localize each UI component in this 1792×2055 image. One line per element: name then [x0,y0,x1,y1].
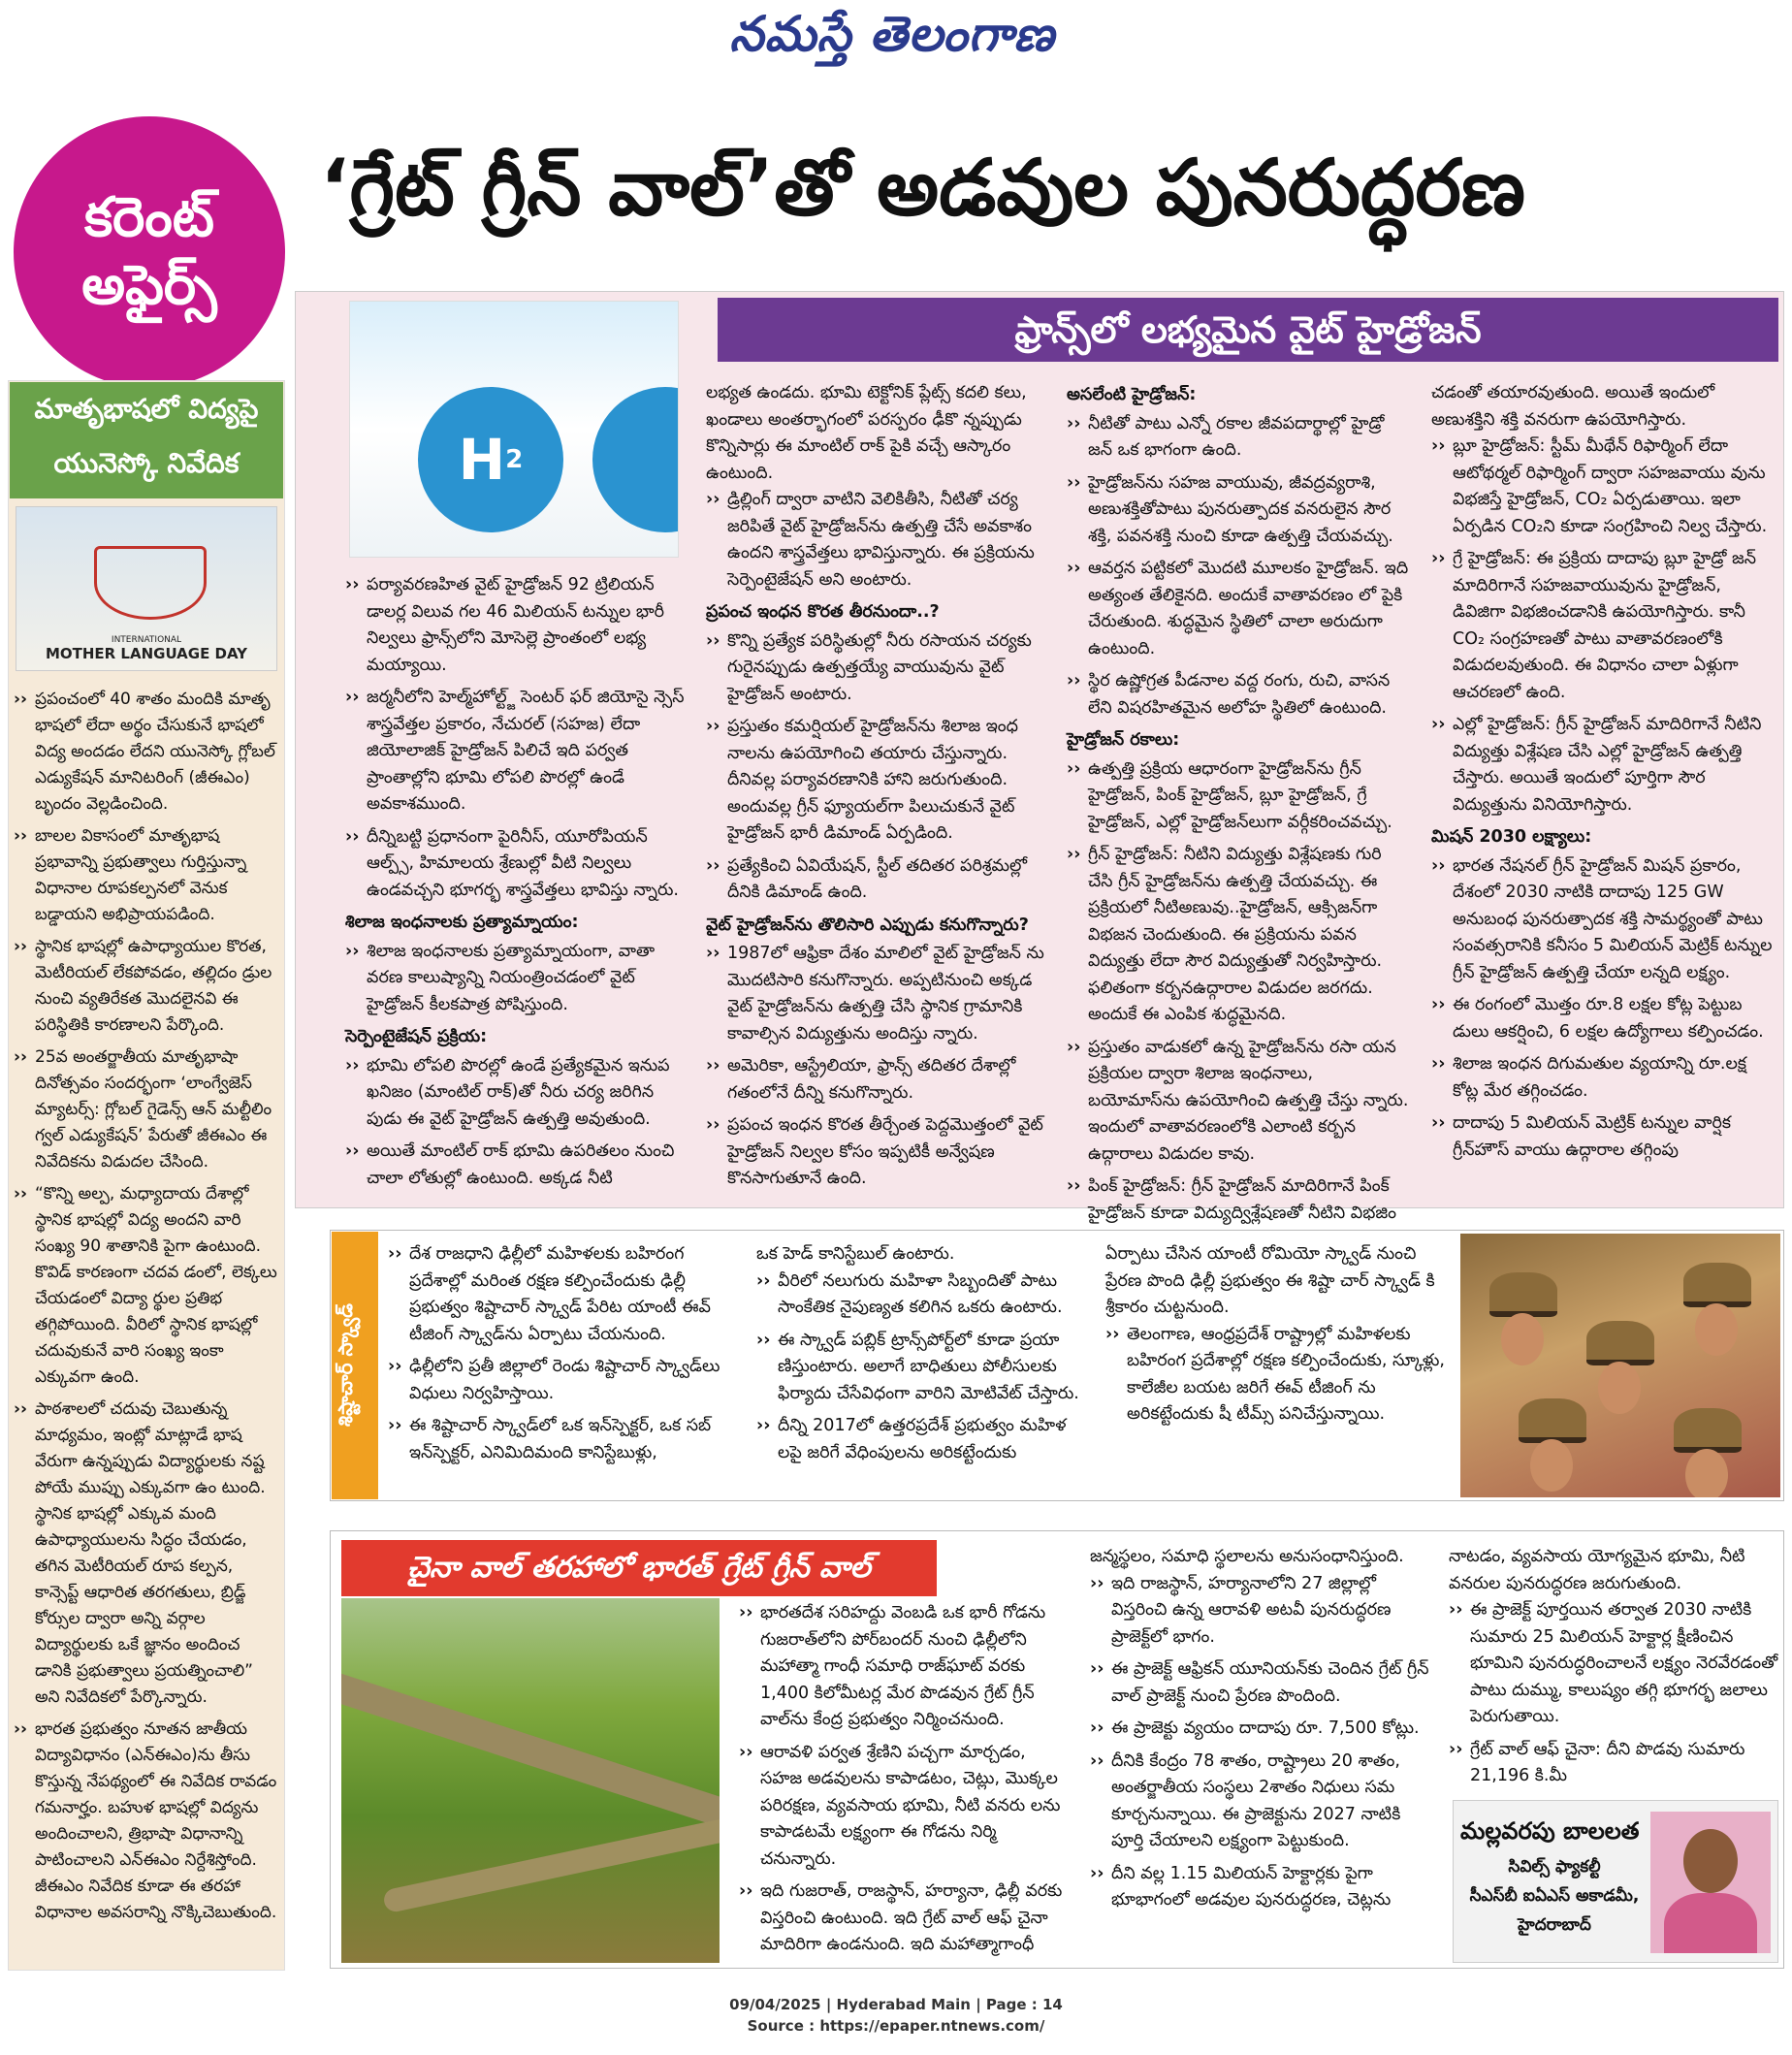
author-body-shape [1664,1893,1757,1953]
sidebar-bullet: ›› “కొన్ని అల్ప, మధ్యాదాయ దేశాల్లో స్థానిక భాషల్లో విద్య అందని వారి సంఖ్య 90 శాతానికి పైగా ఉంటుంది. కొవిడ్ కారణంగా చదవ డంలో, లెక్కలు చేయడంలో విద్యా ర్థుల ప్రతిభ తగ్గిపోయింది. వీరిలో స్థానిక భాషల్లో చదువుకునే వారి సంఖ్య ఇంకా ఎక్కువగా ఉంది. [14,1181,279,1391]
greenwall-bullet: ›› దీనికి కేంద్రం 78 శాతం, రాష్ట్రాలు 20 శాతం, అంతర్జాతీయ సంస్థలు 2శాతం నిధులు సమ కూర్చనున్నాయి. ఈ ప్రాజెక్టును 2027 నాటికి పూర్తి చేయాలని లక్ష్యంగా పెట్టుకుంది. [1090,1749,1429,1855]
page-headline: ‘గ్రేట్ గ్రీన్ వాల్’తో అడవుల పునరుద్ధరణ [320,143,1525,233]
masthead-logo: నమస్తే తెలంగాణ [729,6,1055,62]
face-shape [1695,1303,1738,1356]
greenwall-column-2 [1090,1544,1429,1920]
hydrogen-bullet: ›› కొన్ని ప్రత్యేక పరిస్థితుల్లో నీరు రసాయన చర్యకు గురైనప్పుడు ఉత్పత్తయ్యే వాయువును వైట్ హైడ్రోజన్ అంటారు. [706,628,1049,709]
sidebar-title-line-2: యునెస్కో నివేదిక [53,447,240,479]
footer-dateline: 09/04/2025 | Hyderabad Main | Page : 14 [729,1996,1063,2013]
paragraph: లభ్యత ఉండదు. భూమి టెక్టోనిక్ ప్లేట్స్ కదలి కలు, ఖండాలు అంతర్భాగంలో పరస్పరం ఢీకొ న్నప్పుడు కొన్నిసార్లు ఈ మాంటిల్ రాక్ పైకి వచ్చే ఆస్కారం ఉంటుంది. [706,383,1027,483]
hydrogen-bullet: ›› గ్రీన్ హైడ్రోజన్: నీటిని విద్యుత్తు విశ్లేషణకు గురి చేసి గ్రీన్ హైడ్రోజన్‌ను ఉత్పత్తి చేయవచ్చు. ఈ ప్రక్రియలో నీటిఅణువు..హైడ్రోజన్, ఆక్సిజన్‌గా విభజన చెందుతుంది. ఈ ప్రక్రియను పవన విద్యుత్తు లేదా సౌర విద్యుత్తుతో నిర్వహిస్తారు. ఫలితంగా కర్బనఉద్గారాల విడుదల జరగదు. అందుకే ఈ ఎంపిక శుద్ధమైనది. [1067,842,1410,1029]
greenwall-bullet: ›› ఆరావళి పర్వత శ్రేణిని పచ్చగా మార్చడం, సహజ అడవులను కాపాడటం, చెట్లు, మొక్కల పరిరక్షణ, వ్యవసాయ భూమి, నీటి వనరు లను కాపాడటమే లక్ష్యంగా ఈ గోడను నిర్మి చనున్నారు. [739,1740,1065,1874]
footer-source: Source : https://epaper.ntnews.com/ [747,2017,1045,2035]
hydrogen-bullet: ›› గ్రే హైడ్రోజన్: ఈ ప్రక్రియ దాదాపు బ్లూ హైడ్రో జన్ మాదిరిగానే సహజవాయువును హైడ్రోజన్, డివిజిగా విభజించడానికి ఉపయోగిస్తారు. కానీ CO₂ సంగ్రహణతో పాటు వాతావరణంలోకి విడుదలవుతుంది. ఈ విధానం చాలా ఏళ్లుగా ఆచరణలో ఉంది. [1431,546,1776,706]
hydrogen-bullet: ›› శిలాజ ఇంధనాలకు ప్రత్యామ్నాయంగా, వాతా వరణ కాలుష్యాన్ని నియంత్రించడంలో వైట్ హైడ్రోజన్ కీలకపాత్ర పోషిస్తుంది. [345,939,687,1019]
hydrogen-column-2 [706,380,1049,1199]
greenwall-bullet: ›› ఈ ప్రాజెక్టు వ్యయం దాదాపు రూ. 7,500 కోట్లు. [1090,1716,1429,1743]
cap-shape [1674,1408,1742,1453]
subheading: హైడ్రోజన్ రకాలు: [1067,730,1180,750]
hydrogen-bullet: ›› ప్రస్తుతం కమర్షియల్ హైడ్రోజన్‌ను శిలాజ ఇంధ నాలను ఉపయోగించి తయారు చేస్తున్నారు. దీనివల్ల పర్యావరణానికి హాని జరుగుతుంది. అందువల్ల గ్రీన్ ఫ్యూయల్‌గా పిలుచుకునే వైట్ హైడ్రోజన్ భారీ డిమాండ్ ఏర్పడింది. [706,714,1049,848]
hydrogen-bullet: ›› హైడ్రోజన్‌ను సహజ వాయువు, జీవద్రవ్యరాశి, అణుశక్తితోపాటు పునరుత్పాదక వనరులైన సౌర శక్తి, పవనశక్తి నుంచి కూడా ఉత్పత్తి చేయవచ్చు. [1067,470,1410,551]
squad-column-2 [756,1241,1086,1472]
subheading: శిలాజ ఇంధనాలకు ప్రత్యామ్నాయం: [345,913,579,932]
squad-bullet: ›› దేశ రాజధాని ఢిల్లీలో మహిళలకు బహిరంగ ప్రదేశాల్లో మరింత రక్షణ కల్పించేందుకు ఢిల్లీ ప్రభుత్వం శిష్టాచార్ స్క్వాడ్ పేరిట యాంటీ ఈవ్ టీజింగ్ స్క్వాడ్‌ను ఏర్పాటు చేయనుంది. [388,1241,737,1348]
cap-shape [1519,1398,1586,1443]
author-role [1460,1852,1648,1940]
hydrogen-bullet: ›› జర్మనీలోని హెల్మ్‌హోల్ట్జ్ సెంటర్ ఫర్ జియోసై న్సెస్ శాస్త్రవేత్తల ప్రకారం, నేచురల్ (సహజ) లేదా జియోలాజిక్ హైడ్రోజన్ పిలిచే ఇది పర్వత ప్రాంతాల్లోని భూమి లోపలి పొరల్లో ఉండే అవకాశముంది. [345,685,687,819]
sidebar-bullet: ›› 25వ అంతర్జాతీయ మాతృభాషా దినోత్సవం సందర్భంగా ‘లాంగ్వేజెస్ మ్యాటర్స్: గ్లోబల్ గైడెన్స్ ఆన్ మల్టీలిం గ్వల్ ఎడ్యుకేషన్’ పేరుతో జీఈఎం ఈ నివేదికను విడుదల చేసింది. [14,1044,279,1175]
sidebar-bullet: ›› భారత ప్రభుత్వం నూతన జాతీయ విద్యావిధానం (ఎన్ఈఎం)ను తీసు కొస్తున్న నేపథ్యంలో ఈ నివేదిక రావడం గమనార్హం. బహుళ భాషల్లో విద్యను అందించాలని, త్రిభాషా విధానాన్ని పాటించాలని ఎన్ఈఎం నిర్దేశిస్తోంది. జీఈఎం నివేదిక కూడా ఈ తరహా విధానాల అవసరాన్ని నొక్కిచెబుతుంది. [14,1717,279,1926]
face-shape [1685,1449,1728,1497]
greenwall-bullet: ›› ఇది రాజస్థాన్, హర్యానాలోని 27 జిల్లాల్లో విస్తరించి ఉన్న ఆరావళి అటవీ పునరుద్ధరణ ప్రాజెక్ట్‌లో భాగం. [1090,1571,1429,1652]
sidebar-title-line-1: మాతృభాషలో విద్యపై [34,393,259,425]
book-illustration [94,546,207,620]
hydrogen-bullet: ›› ఈ రంగంలో మొత్తం రూ.8 లక్షల కోట్ల పెట్టుబ డులు ఆకర్షించి, 6 లక్షల ఉద్యోగాలు కల్పించడం. [1431,992,1776,1045]
h2-image [349,301,679,558]
hydrogen-bullet: ›› భూమి లోపలి పొరల్లో ఉండే ప్రత్యేకమైన ఇనుప ఖనిజం (మాంటిల్ రాక్)తో నీరు చర్య జరిగిన పుడు ఈ వైట్ హైడ్రోజన్ ఉత్పత్తి అవుతుంది. [345,1053,687,1134]
subheading: సెర్పెంటైజేషన్ ప్రక్రియ: [345,1027,488,1046]
squad-bullet: ›› దీన్ని 2017లో ఉత్తరప్రదేశ్ ప్రభుత్వం మహిళ లపై జరిగే వేధింపులను అరికట్టేందుకు [756,1413,1086,1466]
greenwall-col2-intro: జన్మస్థలం, సమాధి స్థలాలను అనుసంధానిస్తుంది. [1090,1547,1404,1566]
greenwall-column-3 [1449,1544,1778,1796]
hydrogen-bullet: ›› స్థిర ఉష్ణోగ్రత పీడనాల వద్ద రంగు, రుచి, వాసన లేని విషరహితమైన అలోహ స్థితిలో ఉంటుంది. [1067,668,1410,722]
squad-bullet: ›› వీరిలో నలుగురు మహిళా సిబ్బందితో పాటు సాంకేతిక నైపుణ్యత కలిగిన ఒకరు ఉంటారు. [756,1268,1086,1322]
greenwall-bullet: ›› భారతదేశ సరిహద్దు వెంబడి ఒక భారీ గోడను గుజరాత్‌లోని పోర్‌బందర్ నుంచి ఢిల్లీలోని మహాత్మా గాంధీ సమాధి రాజ్‌ఘాట్ వరకు 1,400 కిలోమీటర్ల మేర పొడవున గ్రేట్ గ్రీన్ వాల్‌ను కేంద్ర ప్రభుత్వం నిర్మించనుంది. [739,1600,1065,1734]
sidebar-bullet: ›› బాలల వికాసంలో మాతృభాష ప్రభావాన్ని ప్రభుత్వాలు గుర్తిస్తున్నా విధానాల రూపకల్పనలో వెనుక బడ్డాయని అభిప్రాయపడింది. [14,823,279,928]
subheading: మిషన్ 2030 లక్ష్యాలు: [1431,827,1592,847]
aravalli-forest-photo [341,1598,720,1963]
hydrogen-column-1 [345,572,687,1198]
author-head-shape [1683,1829,1738,1893]
sidebar-bullets [14,687,279,1932]
greenwall-col3-intro: నాటడం, వ్యవసాయ యోగ్యమైన భూమి, నీటి వనరుల పునరుద్ధరణ జరుగుతుంది. [1449,1547,1745,1593]
squad-bullet: ›› ఈ స్క్వాడ్ పబ్లిక్ ట్రాన్స్‌పోర్ట్‌లో కూడా ప్రయా ణిస్తుంటారు. అలాగే బాధితులు పోలీసులకు ఫిర్యాదు చేసేవిధంగా వారిని మోటివేట్ చేస్తారు. [756,1328,1086,1408]
greenwall-bullet: ›› ఇది గుజరాత్, రాజస్థాన్, హర్యానా, ఢిల్లీ వరకు విస్తరించి ఉంటుంది. ఇది గ్రేట్ వాల్ ఆఫ్ చైనా మాదిరిగా ఉండనుంది. ఇది మహాత్మాగాంధీ [739,1878,1065,1959]
hydrogen-bullet: ›› ప్రపంచ ఇంధన కొరత తీర్చేంత పెద్దమొత్తంలో వైట్ హైడ్రోజన్ నిల్వల కోసం ఇప్పటికీ అన్వేషణ కొనసాగుతూనే ఉంది. [706,1112,1049,1193]
hydrogen-bullet: ›› బ్లూ హైడ్రోజన్: స్టీమ్ మీథేన్ రిఫార్మింగ్ లేదా ఆటోథర్మల్ రిఫార్మింగ్ ద్వారా సహజవాయు వును విభజిస్తే హైడ్రోజన్, CO₂ ఏర్పడుతాయి. ఇలా ఏర్పడిన CO₂ని కూడా సంగ్రహించి నిల్వ చేస్తారు. [1431,433,1776,540]
policewomen-photo [1460,1234,1780,1497]
subheading: వైట్ హైడ్రోజన్‌ను తొలిసారి ఎప్పుడు కనుగొన్నారు? [706,915,1029,935]
hydrogen-bullet: ›› అమెరికా, ఆస్ట్రేలియా, ఫ్రాన్స్ తదితర దేశాల్లో గతంలోనే దీన్ని కనుగొన్నారు. [706,1053,1049,1107]
hydrogen-bullet: ›› దీన్నిబట్టి ప్రధానంగా పైరినీస్, యూరోపియన్ ఆల్ప్స్, హిమాలయ శ్రేణుల్లో వీటి నిల్వలు ఉండవచ్చని భూగర్భ శాస్త్రవేత్తలు భావిస్తు న్నారు. [345,824,687,905]
author-photo [1650,1812,1771,1953]
face-shape [1598,1362,1641,1414]
face-shape [1530,1439,1573,1492]
river-shape [341,1666,720,1849]
greenwall-bullet: ›› ఈ ప్రాజెక్ట్ పూర్తయిన తర్వాత 2030 నాటికి సుమారు 25 మిలియన్ హెక్టార్ల క్షీణించిన భూమిని పునరుద్ధరించాలనే లక్ష్యం నెరవేరడంతో పాటు దుమ్ము, కాలుష్యం తగ్గి భూగర్భ జలాలు పెరుగుతాయి. [1449,1597,1778,1731]
page-footer [0,1994,1792,2037]
greenwall-bullet: ›› గ్రేట్ వాల్ ఆఫ్ చైనా: దీని పొడవు సుమారు 21,196 కి.మీ [1449,1737,1778,1790]
face-shape [1501,1313,1544,1365]
h2-circle-decor [592,387,679,532]
hydrogen-bullet: ›› అయితే మాంటిల్ రాక్ భూమి ఉపరితలం నుంచి చాలా లోతుల్లో ఉంటుంది. అక్కడ నీటి [345,1139,687,1192]
subheading: ప్రపంచ ఇంధన కొరత తీరనుందా..? [706,602,940,622]
author-name: మల్లవరపు బాలలత [1460,1817,1640,1845]
hydrogen-bullet: ›› ప్రస్తుతం వాడుకలో ఉన్న హైడ్రోజన్‌ను రసా యన ప్రక్రియల ద్వారా శిలాజ ఇంధనాలు, బయోమాస్‌ను ఉపయోగించి ఉత్పత్తి చేస్తు న్నారు. ఇందులో వాతావరణంలోకి ఎలాంటి కర్బన ఉద్గారాలు విడుదల కావు. [1067,1035,1410,1169]
current-affairs-badge [14,116,285,388]
squad-col3-intro: ఏర్పాటు చేసిన యాంటీ రోమియో స్క్వాడ్ నుంచి ప్రేరణ పొంది ఢిల్లీ ప్రభుత్వం ఈ శిష్టా చార్ స్క్వాడ్ కి శ్రీకారం చుట్టనుంది. [1105,1244,1435,1317]
greenwall-banner: చైనా వాల్ తరహాలో భారత్ గ్రేట్ గ్రీన్ వాల్ [341,1540,937,1596]
squad-label: శిష్టాచార్ స్క్వాడ్ [332,1232,378,1499]
river-shape [382,1811,720,1914]
h2-subscript: 2 [505,445,524,474]
hydrogen-bullet: ›› నీటితో పాటు ఎన్నో రకాల జీవపదార్థాల్లో హైడ్రో జన్ ఒక భాగంగా ఉంది. [1067,411,1410,465]
hydrogen-bullet: ›› దాదాపు 5 మిలియన్ మెట్రిక్ టన్నుల వార్షిక గ్రీన్‌హౌస్ వాయు ఉద్గారాల తగ్గింపు [1431,1110,1776,1164]
greenwall-bullet: ›› దీని వల్ల 1.15 మిలియన్ హెక్టార్లకు పైగా భూభాగంలో అడవుల పునరుద్ధరణ, చెట్లను [1090,1861,1429,1914]
hydrogen-bullet: ›› పింక్ హైడ్రోజన్: గ్రీన్ హైడ్రోజన్ మాదిరిగానే పింక్ హైడ్రోజన్ కూడా విద్యుద్విశ్లేషణతో నీటిని విభజిం [1067,1173,1410,1227]
greenwall-bullet: ›› ఈ ప్రాజెక్ట్ ఆఫ్రికన్ యూనియన్‌కు చెందిన గ్రేట్ గ్రీన్ వాల్ ప్రాజెక్ట్ నుంచి ప్రేరణ పొందింది. [1090,1656,1429,1710]
squad-col2-intro: ఒక హెడ్ కానిస్టేబుల్ ఉంటారు. [756,1244,955,1264]
hydrogen-bullet: ›› ఎల్లో హైడ్రోజన్: గ్రీన్ హైడ్రోజన్ మాదిరిగానే నీటిని విద్యుత్తు విశ్లేషణ చేసి ఎల్లో హైడ్రోజన్ ఉత్పత్తి చేస్తారు. అయితే ఇందులో పూర్తిగా సౌర విద్యుత్తును వినియోగిస్తారు. [1431,712,1776,819]
hydrogen-bullet: ›› ఆవర్తన పట్టికలో మొదటి మూలకం హైడ్రోజన్. ఇది అత్యంత తేలికైనది. అందుకే వాతావరణం లో పైకి చేరుతుంది. శుద్ధమైన స్థితిలో చాలా అరుదుగా ఉంటుంది. [1067,556,1410,662]
mother-language-day-image [16,506,277,671]
greenwall-column-1 [739,1600,1065,1965]
squad-bullet: ›› ఈ శిష్టాచార్ స్క్వాడ్‌లో ఒక ఇన్‌స్పెక్టర్, ఒక సబ్ ఇన్‌స్పెక్టర్, ఎనిమిదిమంది కానిస్టేబుళ్లు, [388,1413,737,1466]
author-role-line-3: హైదరాబాద్ [1518,1915,1591,1935]
sidebar-bullet: ›› ప్రపంచంలో 40 శాతం మందికి మాతృ భాషలో లేదా అర్థం చేసుకునే భాషలో విద్య అందడం లేదని యునెస్కో గ్లోబల్ ఎడ్యుకేషన్ మానిటరింగ్ (జీఈఎం) బృందం వెల్లడించింది. [14,687,279,818]
hydrogen-bullet: ›› 1987లో ఆఫ్రికా దేశం మాలిలో వైట్ హైడ్రోజన్ ను మొదటిసారి కనుగొన్నారు. అప్పటినుంచి అక్కడ వైట్ హైడ్రోజన్‌ను ఉత్పత్తి చేసి స్థానిక గ్రామానికి కావాల్సిన విద్యుత్తును అందిస్తు న్నారు. [706,941,1049,1047]
cap-shape [1683,1263,1751,1307]
h2-symbol [418,387,563,532]
hydrogen-bullet: ›› ప్రత్యేకించి ఏవియేషన్, స్టీల్ తదితర పరిశ్రమల్లో దీనికి డిమాండ్ ఉంది. [706,853,1049,907]
squad-column-3 [1105,1241,1445,1434]
image-caption-small: INTERNATIONAL [111,635,182,645]
image-caption [16,635,276,662]
hydrogen-bullet: ›› ఉత్పత్తి ప్రక్రియ ఆధారంగా హైడ్రోజన్‌ను గ్రీన్ హైడ్రోజన్, పింక్ హైడ్రోజన్, బ్లూ హైడ్రోజన్, గ్రే హైడ్రోజన్, ఎల్లో హైడ్రోజన్‌లుగా వర్గీకరించవచ్చు. [1067,756,1410,837]
badge-line-2: అఫైర్స్ [81,254,217,317]
sidebar-title [10,382,283,498]
hydrogen-bullet: ›› డ్రిల్లింగ్ ద్వారా వాటిని వెలికితీసి, నీటితో చర్య జరిపితే వైట్ హైడ్రోజన్‌ను ఉత్పత్తి చేసే అవకాశం ఉందని శాస్త్రవేత్తలు భావిస్తున్నారు. ఈ ప్రక్రియను సెర్పెంటైజేషన్ అని అంటారు. [706,487,1049,594]
sidebar-bullet: ›› స్థానిక భాషల్లో ఉపాధ్యాయుల కొరత, మెటీరియల్ లేకపోవడం, తల్లిదం డ్రుల నుంచి వ్యతిరేకత మొదలైనవి ఈ పరిస్థితికి కారణాలని పేర్కొంది. [14,934,279,1039]
hydrogen-bullet: ›› శిలాజ ఇంధన దిగుమతుల వ్యయాన్ని రూ.లక్ష కోట్ల మేర తగ్గించడం. [1431,1051,1776,1105]
author-role-line-1: సివిల్స్ ఫ్యాకల్టీ [1508,1857,1601,1877]
squad-column-1 [388,1241,737,1472]
hydrogen-banner: ఫ్రాన్స్‌లో లభ్యమైన వైట్ హైడ్రోజన్ [718,298,1778,362]
badge-line-1: కరెంట్ [83,186,215,249]
paragraph: చడంతో తయారవుతుంది. అయితే ఇందులో అణుశక్తిని శక్తి వనరుగా ఉపయోగిస్తారు. [1431,383,1715,430]
sidebar-bullet: ›› పాఠశాలలో చదువు చెబుతున్న మాధ్యమం, ఇంట్లో మాట్లాడే భాష వేరుగా ఉన్నప్పుడు విద్యార్థులకు నష్ట పోయే ముప్పు ఎక్కువగా ఉం టుంది. స్థానిక భాషల్లో ఎక్కువ మంది ఉపాధ్యాయులను సిద్ధం చేయడం, తగిన మెటీరియల్ రూప కల్పన, కాన్సెప్ట్ ఆధారిత తరగతులు, బ్రిడ్జ్ కోర్సుల ద్వారా అన్ని వర్గాల విద్యార్థులకు ఒకే జ్ఞానం అందించ డానికి ప్రభుత్వాలు ప్రయత్నించాలి” అని నివేదికలో పేర్కొన్నారు. [14,1397,279,1711]
h2-letter: H [458,427,506,493]
cap-shape [1586,1321,1654,1365]
squad-bullet: ›› ఢిల్లీలోని ప్రతీ జిల్లాలో రెండు శిష్టాచార్ స్క్వాడ్‌లు విధులు నిర్వహిస్తాయి. [388,1354,737,1407]
cap-shape [1489,1272,1557,1317]
hydrogen-bullet: ›› భారత నేషనల్ గ్రీన్ హైడ్రోజన్ మిషన్ ప్రకారం, దేశంలో 2030 నాటికి దాదాపు 125 GW అనుబంధ పునరుత్పాదక శక్తి సామర్థ్యంతో పాటు సంవత్సరానికి కనీసం 5 మిలియన్ మెట్రిక్ టన్నుల గ్రీన్ హైడ్రోజన్ ఉత్పత్తి చేయా లన్నది లక్ష్యం. [1431,853,1776,987]
author-role-line-2: సీఎస్‌బీ ఐఏఎస్ అకాడమీ, [1469,1886,1640,1906]
subheading: అసలేంటి హైడ్రోజన్: [1067,385,1197,404]
image-caption-main: MOTHER LANGUAGE DAY [45,645,248,662]
squad-bullet: ›› తెలంగాణ, ఆంధ్రప్రదేశ్ రాష్ట్రాల్లో మహిళలకు బహిరంగ ప్రదేశాల్లో రక్షణ కల్పించేందుకు, స్కూళ్లు, కాలేజీల బయట జరిగే ఈవ్ టీజింగ్ ను అరికట్టేందుకు షీ టీమ్స్ పనిచేస్తున్నాయి. [1105,1322,1445,1429]
hydrogen-column-3 [1067,380,1410,1233]
hydrogen-bullet: ›› పర్యావరణహిత వైట్ హైడ్రోజన్ 92 ట్రిలియన్ డాలర్ల విలువ గల 46 మిలియన్ టన్నుల భారీ నిల్వలు ఫ్రాన్స్‌లోని మోసెల్లె ప్రాంతంలో లభ్య మయ్యాయి. [345,572,687,679]
hydrogen-column-4 [1431,380,1776,1170]
